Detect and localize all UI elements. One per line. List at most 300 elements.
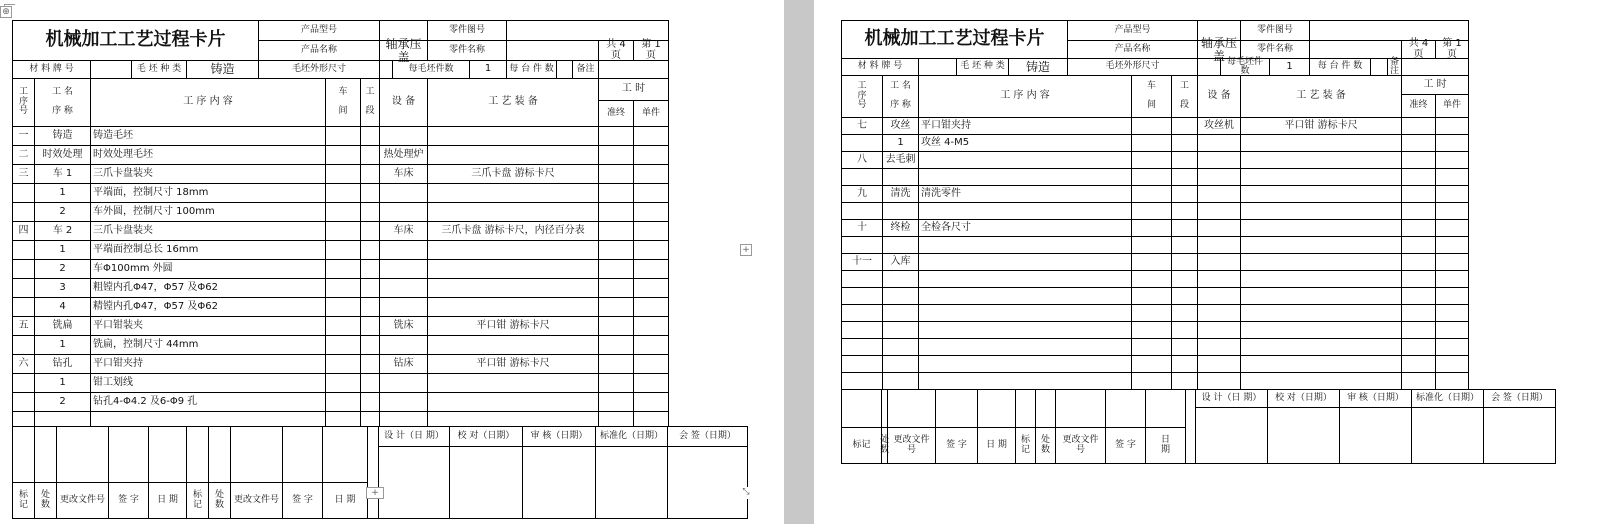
empty-cell[interactable] (1171, 321, 1198, 339)
empty-cell[interactable] (598, 259, 634, 279)
empty-cell[interactable] (1131, 270, 1172, 288)
empty-cell[interactable] (360, 316, 380, 336)
table-cell[interactable]: 十一 (841, 253, 883, 271)
empty-cell[interactable] (633, 278, 669, 298)
empty-cell[interactable] (1171, 168, 1198, 186)
empty-cell[interactable] (841, 355, 883, 373)
table-cell[interactable]: 七 (841, 117, 883, 135)
table-cell[interactable]: 钻床 (379, 354, 428, 374)
empty-cell[interactable] (360, 278, 380, 298)
empty-cell[interactable] (12, 392, 35, 412)
table-cell[interactable]: 共 4 页 (598, 40, 634, 61)
table-cell[interactable]: 平端面，控制尺寸 18mm (90, 183, 326, 203)
empty-cell[interactable] (379, 183, 428, 203)
table-cell[interactable]: 产品型号 (258, 20, 380, 41)
empty-cell[interactable] (12, 183, 35, 203)
empty-cell[interactable] (633, 145, 669, 165)
empty-cell[interactable] (598, 221, 634, 241)
table-cell[interactable]: 零件名称 (1240, 40, 1310, 59)
empty-cell[interactable] (882, 287, 919, 305)
empty-cell[interactable] (1131, 355, 1172, 373)
empty-cell[interactable] (598, 316, 634, 336)
empty-cell[interactable] (1401, 151, 1436, 169)
empty-cell[interactable] (633, 259, 669, 279)
empty-cell[interactable] (1131, 253, 1172, 271)
empty-cell[interactable] (1171, 202, 1198, 220)
table-cell[interactable]: 共 4 页 (1401, 40, 1436, 59)
empty-cell[interactable] (1240, 321, 1402, 339)
table-cell[interactable]: 精镗内孔Φ47，Φ57 及Φ62 (90, 297, 326, 317)
empty-cell[interactable] (1401, 58, 1469, 76)
empty-cell[interactable] (325, 316, 361, 336)
table-cell[interactable]: 铸造 (34, 126, 91, 146)
table-cell[interactable]: 入库 (882, 253, 919, 271)
table-cell[interactable]: 工 序 内 容 (90, 78, 326, 127)
empty-cell[interactable] (1435, 151, 1469, 169)
table-cell[interactable]: 机械加工工艺过程卡片 (12, 20, 259, 61)
empty-cell[interactable] (427, 202, 599, 222)
empty-cell[interactable] (1171, 253, 1198, 271)
empty-cell[interactable] (325, 278, 361, 298)
empty-cell[interactable] (633, 126, 669, 146)
table-cell[interactable]: 设 备 (1197, 75, 1241, 118)
empty-cell[interactable] (1401, 236, 1436, 254)
table-cell[interactable]: 2 (34, 392, 91, 412)
empty-cell[interactable] (882, 236, 919, 254)
empty-cell[interactable] (1197, 304, 1241, 322)
empty-cell[interactable] (918, 321, 1132, 339)
empty-cell[interactable] (325, 183, 361, 203)
empty-cell[interactable] (1435, 117, 1469, 135)
empty-cell[interactable] (882, 202, 919, 220)
empty-cell[interactable] (1197, 321, 1241, 339)
empty-cell[interactable] (1197, 58, 1221, 76)
empty-cell[interactable] (918, 372, 1132, 390)
empty-cell[interactable] (1435, 287, 1469, 305)
signoff-value-cell[interactable] (1195, 407, 1268, 464)
empty-cell[interactable] (325, 145, 361, 165)
empty-cell[interactable] (918, 287, 1132, 305)
table-cell[interactable]: 工 序 号 (12, 78, 35, 127)
empty-cell[interactable] (506, 20, 669, 41)
table-cell[interactable]: 备注 (572, 60, 599, 79)
table-resize-handle-icon[interactable]: ⤡ (740, 487, 752, 499)
empty-cell[interactable] (1401, 117, 1436, 135)
table-cell[interactable]: 一 (12, 126, 35, 146)
table-cell[interactable]: 工 名 序 称 (34, 78, 91, 127)
table-cell[interactable]: 平口钳夹持 (918, 117, 1132, 135)
empty-cell[interactable] (1401, 168, 1436, 186)
empty-cell[interactable] (1131, 287, 1172, 305)
empty-cell[interactable] (90, 411, 326, 427)
empty-cell[interactable] (1197, 185, 1241, 203)
empty-cell[interactable] (12, 411, 35, 427)
empty-cell[interactable] (841, 304, 883, 322)
empty-cell[interactable] (1401, 202, 1436, 220)
table-cell[interactable]: 车Φ100mm 外圆 (90, 259, 326, 279)
revision-blank-cell[interactable] (208, 426, 231, 483)
empty-cell[interactable] (12, 335, 35, 355)
empty-cell[interactable] (633, 221, 669, 241)
empty-cell[interactable] (360, 145, 380, 165)
empty-cell[interactable] (360, 126, 380, 146)
revision-blank-cell[interactable] (1015, 389, 1036, 428)
signoff-value-cell[interactable] (378, 446, 450, 519)
table-cell[interactable]: 车 间 (325, 78, 361, 127)
empty-cell[interactable] (1197, 372, 1241, 390)
empty-cell[interactable] (1171, 134, 1198, 152)
table-cell[interactable]: 机械加工工艺过程卡片 (841, 20, 1068, 59)
empty-cell[interactable] (1309, 40, 1402, 59)
table-cell[interactable]: 铸造毛坯 (90, 126, 326, 146)
table-cell[interactable]: 平口钳 游标卡尺 (427, 316, 599, 336)
empty-cell[interactable] (1171, 304, 1198, 322)
table-cell[interactable]: 产品名称 (1067, 40, 1198, 59)
empty-cell[interactable] (598, 392, 634, 412)
table-cell[interactable]: 工 段 (1171, 75, 1198, 118)
table-cell[interactable]: 九 (841, 185, 883, 203)
table-cell[interactable]: 车床 (379, 221, 428, 241)
empty-cell[interactable] (598, 164, 634, 184)
empty-cell[interactable] (1131, 168, 1172, 186)
empty-cell[interactable] (1240, 134, 1402, 152)
table-cell[interactable]: 铣床 (379, 316, 428, 336)
table-cell[interactable]: 1 (34, 183, 91, 203)
empty-cell[interactable] (506, 40, 599, 61)
table-cell[interactable]: 车 1 (34, 164, 91, 184)
revision-blank-cell[interactable] (977, 389, 1016, 428)
empty-cell[interactable] (1435, 338, 1469, 356)
table-cell[interactable]: 三爪卡盘装夹 (90, 164, 326, 184)
empty-cell[interactable] (598, 60, 669, 79)
empty-cell[interactable] (12, 278, 35, 298)
empty-cell[interactable] (882, 338, 919, 356)
empty-cell[interactable] (427, 392, 599, 412)
table-cell[interactable]: 产品名称 (258, 40, 380, 61)
revision-blank-cell[interactable] (12, 426, 35, 483)
table-cell[interactable]: 四 (12, 221, 35, 241)
empty-cell[interactable] (1197, 168, 1241, 186)
revision-blank-cell[interactable] (282, 426, 323, 483)
signoff-value-cell[interactable] (1483, 407, 1556, 464)
table-cell[interactable]: 零件图号 (1240, 20, 1310, 41)
empty-cell[interactable] (1171, 236, 1198, 254)
table-cell[interactable]: 三爪卡盘 游标卡尺，内径百分表 (427, 221, 599, 241)
empty-cell[interactable] (882, 355, 919, 373)
empty-cell[interactable] (598, 411, 634, 427)
empty-cell[interactable] (379, 297, 428, 317)
empty-cell[interactable] (427, 126, 599, 146)
table-cell[interactable]: 毛 坯 种 类 (956, 58, 1009, 76)
empty-cell[interactable] (1240, 253, 1402, 271)
empty-cell[interactable] (598, 335, 634, 355)
table-cell[interactable]: 3 (34, 278, 91, 298)
empty-cell[interactable] (1171, 219, 1198, 237)
table-cell[interactable]: 工 艺 装 备 (427, 78, 599, 127)
empty-cell[interactable] (379, 60, 393, 79)
empty-cell[interactable] (1435, 321, 1469, 339)
empty-cell[interactable] (360, 183, 380, 203)
empty-cell[interactable] (841, 321, 883, 339)
table-cell[interactable]: 1 (882, 134, 919, 152)
empty-cell[interactable] (1401, 253, 1436, 271)
empty-cell[interactable] (633, 164, 669, 184)
empty-cell[interactable] (918, 355, 1132, 373)
empty-cell[interactable] (918, 202, 1132, 220)
empty-cell[interactable] (325, 373, 361, 393)
empty-cell[interactable] (841, 287, 883, 305)
empty-cell[interactable] (325, 202, 361, 222)
empty-cell[interactable] (1240, 151, 1402, 169)
empty-cell[interactable] (1171, 117, 1198, 135)
table-cell[interactable]: 毛坯外形尺寸 (258, 60, 380, 79)
table-cell[interactable]: 4 (34, 297, 91, 317)
empty-cell[interactable] (633, 202, 669, 222)
table-cell[interactable]: 五 (12, 316, 35, 336)
table-cell[interactable]: 全检各尺寸 (918, 219, 1132, 237)
revision-blank-cell[interactable] (34, 426, 57, 483)
empty-cell[interactable] (379, 335, 428, 355)
empty-cell[interactable] (841, 270, 883, 288)
empty-cell[interactable] (598, 145, 634, 165)
empty-cell[interactable] (918, 270, 1132, 288)
empty-cell[interactable] (1240, 304, 1402, 322)
table-cell[interactable]: 备注 (1387, 58, 1402, 76)
empty-cell[interactable] (427, 145, 599, 165)
empty-cell[interactable] (1435, 236, 1469, 254)
empty-cell[interactable] (1401, 304, 1436, 322)
empty-cell[interactable] (841, 372, 883, 390)
table-cell[interactable]: 平口钳装夹 (90, 316, 326, 336)
revision-blank-cell[interactable] (887, 389, 936, 428)
empty-cell[interactable] (918, 168, 1132, 186)
empty-cell[interactable] (325, 392, 361, 412)
table-cell[interactable]: 三爪卡盘 游标卡尺 (427, 164, 599, 184)
empty-cell[interactable] (379, 392, 428, 412)
table-cell[interactable]: 工 序 内 容 (918, 75, 1132, 118)
empty-cell[interactable] (1171, 338, 1198, 356)
table-cell[interactable]: 轴承压盖 (379, 40, 428, 61)
empty-cell[interactable] (1240, 202, 1402, 220)
empty-cell[interactable] (1131, 202, 1172, 220)
empty-cell[interactable] (360, 335, 380, 355)
empty-cell[interactable] (1435, 134, 1469, 152)
empty-cell[interactable] (1401, 355, 1436, 373)
empty-cell[interactable] (598, 354, 634, 374)
empty-cell[interactable] (427, 259, 599, 279)
empty-cell[interactable] (1240, 168, 1402, 186)
table-cell[interactable]: 平端面控制总长 16mm (90, 240, 326, 260)
empty-cell[interactable] (882, 270, 919, 288)
revision-blank-cell[interactable] (56, 426, 109, 483)
empty-cell[interactable] (325, 126, 361, 146)
table-cell[interactable]: 时效处理 (34, 145, 91, 165)
add-column-button[interactable]: + (740, 244, 752, 256)
empty-cell[interactable] (1171, 270, 1198, 288)
empty-cell[interactable] (379, 202, 428, 222)
table-cell[interactable]: 铣扁 (34, 316, 91, 336)
empty-cell[interactable] (633, 411, 669, 427)
table-cell[interactable]: 1 (34, 335, 91, 355)
empty-cell[interactable] (598, 373, 634, 393)
signoff-value-cell[interactable] (449, 446, 523, 519)
empty-cell[interactable] (918, 236, 1132, 254)
empty-cell[interactable] (598, 183, 634, 203)
empty-cell[interactable] (427, 240, 599, 260)
table-cell[interactable]: 热处理炉 (379, 145, 428, 165)
table-cell[interactable]: 清洗 (882, 185, 919, 203)
revision-blank-cell[interactable] (230, 426, 283, 483)
empty-cell[interactable] (427, 411, 599, 427)
empty-cell[interactable] (1401, 372, 1436, 390)
empty-cell[interactable] (882, 321, 919, 339)
revision-blank-cell[interactable] (1055, 389, 1106, 428)
table-cell[interactable]: 十 (841, 219, 883, 237)
empty-cell[interactable] (1197, 253, 1241, 271)
revision-blank-cell[interactable] (1035, 389, 1056, 428)
empty-cell[interactable] (1171, 355, 1198, 373)
empty-cell[interactable] (633, 354, 669, 374)
empty-cell[interactable] (379, 411, 428, 427)
empty-cell[interactable] (918, 338, 1132, 356)
signoff-value-cell[interactable] (595, 446, 668, 519)
table-cell[interactable]: 每 台 件 数 (1309, 58, 1371, 76)
empty-cell[interactable] (1131, 134, 1172, 152)
empty-cell[interactable] (598, 278, 634, 298)
table-cell[interactable]: 2 (34, 259, 91, 279)
empty-cell[interactable] (360, 164, 380, 184)
table-cell[interactable]: 1 (469, 60, 507, 79)
table-cell[interactable]: 车床 (379, 164, 428, 184)
empty-cell[interactable] (1131, 321, 1172, 339)
empty-cell[interactable] (633, 297, 669, 317)
empty-cell[interactable] (1435, 219, 1469, 237)
empty-cell[interactable] (427, 335, 599, 355)
empty-cell[interactable] (598, 240, 634, 260)
empty-cell[interactable] (1131, 372, 1172, 390)
table-cell[interactable]: 工 艺 装 备 (1240, 75, 1402, 118)
table-cell[interactable]: 单件 (633, 100, 669, 127)
empty-cell[interactable] (1197, 338, 1241, 356)
empty-cell[interactable] (1197, 270, 1241, 288)
table-cell[interactable]: 钻孔4-Φ4.2 及6-Φ9 孔 (90, 392, 326, 412)
table-cell[interactable]: 材 料 牌 号 (12, 60, 91, 79)
table-cell[interactable]: 毛坯外形尺寸 (1067, 58, 1198, 76)
table-cell[interactable]: 每毛坯件数 (392, 60, 470, 79)
table-cell[interactable]: 零件图号 (427, 20, 507, 41)
signoff-value-cell[interactable] (1411, 407, 1484, 464)
empty-cell[interactable] (360, 221, 380, 241)
empty-cell[interactable] (1240, 236, 1402, 254)
table-cell[interactable]: 粗镗内孔Φ47，Φ57 及Φ62 (90, 278, 326, 298)
revision-blank-cell[interactable] (186, 426, 209, 483)
empty-cell[interactable] (633, 316, 669, 336)
empty-cell[interactable] (1197, 355, 1241, 373)
table-cell[interactable]: 准终 (598, 100, 634, 127)
table-cell[interactable]: 铣扁，控制尺寸 44mm (90, 335, 326, 355)
empty-cell[interactable] (1435, 304, 1469, 322)
table-cell[interactable]: 车 间 (1131, 75, 1172, 118)
empty-cell[interactable] (12, 240, 35, 260)
empty-cell[interactable] (325, 335, 361, 355)
table-cell[interactable]: 二 (12, 145, 35, 165)
empty-cell[interactable] (841, 134, 883, 152)
empty-cell[interactable] (325, 164, 361, 184)
table-cell[interactable]: 钻孔 (34, 354, 91, 374)
empty-cell[interactable] (598, 126, 634, 146)
table-cell[interactable]: 时效处理毛坯 (90, 145, 326, 165)
table-cell[interactable]: 材 料 牌 号 (841, 58, 919, 76)
empty-cell[interactable] (841, 202, 883, 220)
revision-blank-cell[interactable] (841, 389, 882, 428)
empty-cell[interactable] (360, 373, 380, 393)
table-cell[interactable]: 攻丝 (882, 117, 919, 135)
empty-cell[interactable] (598, 297, 634, 317)
empty-cell[interactable] (90, 60, 132, 79)
table-cell[interactable]: 平口钳 游标卡尺 (1240, 117, 1402, 135)
empty-cell[interactable] (882, 168, 919, 186)
empty-cell[interactable] (1435, 355, 1469, 373)
table-cell[interactable]: 钳工划线 (90, 373, 326, 393)
table-cell[interactable]: 工 时 (598, 78, 669, 101)
table-cell[interactable]: 八 (841, 151, 883, 169)
empty-cell[interactable] (918, 58, 957, 76)
table-cell[interactable]: 平口钳 游标卡尺 (427, 354, 599, 374)
empty-cell[interactable] (1240, 287, 1402, 305)
table-cell[interactable]: 产品型号 (1067, 20, 1198, 41)
empty-cell[interactable] (12, 373, 35, 393)
revision-blank-cell[interactable] (148, 426, 187, 483)
empty-cell[interactable] (1240, 372, 1402, 390)
empty-cell[interactable] (1240, 338, 1402, 356)
table-cell[interactable]: 1 (1269, 58, 1310, 76)
table-cell[interactable]: 去毛刺 (882, 151, 919, 169)
empty-cell[interactable] (379, 259, 428, 279)
table-cell[interactable]: 准终 (1401, 94, 1436, 118)
empty-cell[interactable] (1401, 219, 1436, 237)
add-row-button[interactable]: + (366, 487, 384, 499)
empty-cell[interactable] (633, 240, 669, 260)
empty-cell[interactable] (1197, 151, 1241, 169)
empty-cell[interactable] (360, 354, 380, 374)
empty-cell[interactable] (1240, 270, 1402, 288)
table-cell[interactable]: 平口钳夹持 (90, 354, 326, 374)
table-cell[interactable]: 零件名称 (427, 40, 507, 61)
empty-cell[interactable] (1131, 117, 1172, 135)
table-cell[interactable]: 三 (12, 164, 35, 184)
empty-cell[interactable] (1131, 185, 1172, 203)
empty-cell[interactable] (427, 183, 599, 203)
empty-cell[interactable] (427, 373, 599, 393)
empty-cell[interactable] (882, 372, 919, 390)
table-cell[interactable]: 工 段 (360, 78, 380, 127)
table-cell[interactable]: 工 时 (1401, 75, 1469, 95)
table-cell[interactable]: 毛 坯 种 类 (131, 60, 187, 79)
empty-cell[interactable] (1171, 287, 1198, 305)
empty-cell[interactable] (360, 411, 380, 427)
empty-cell[interactable] (1435, 372, 1469, 390)
table-cell[interactable]: 轴承压盖 (1197, 40, 1241, 59)
empty-cell[interactable] (1435, 185, 1469, 203)
empty-cell[interactable] (1171, 185, 1198, 203)
empty-cell[interactable] (379, 373, 428, 393)
empty-cell[interactable] (841, 168, 883, 186)
table-cell[interactable]: 第 1 页 (633, 40, 669, 61)
empty-cell[interactable] (12, 259, 35, 279)
empty-cell[interactable] (1131, 304, 1172, 322)
empty-cell[interactable] (918, 253, 1132, 271)
empty-cell[interactable] (1131, 236, 1172, 254)
